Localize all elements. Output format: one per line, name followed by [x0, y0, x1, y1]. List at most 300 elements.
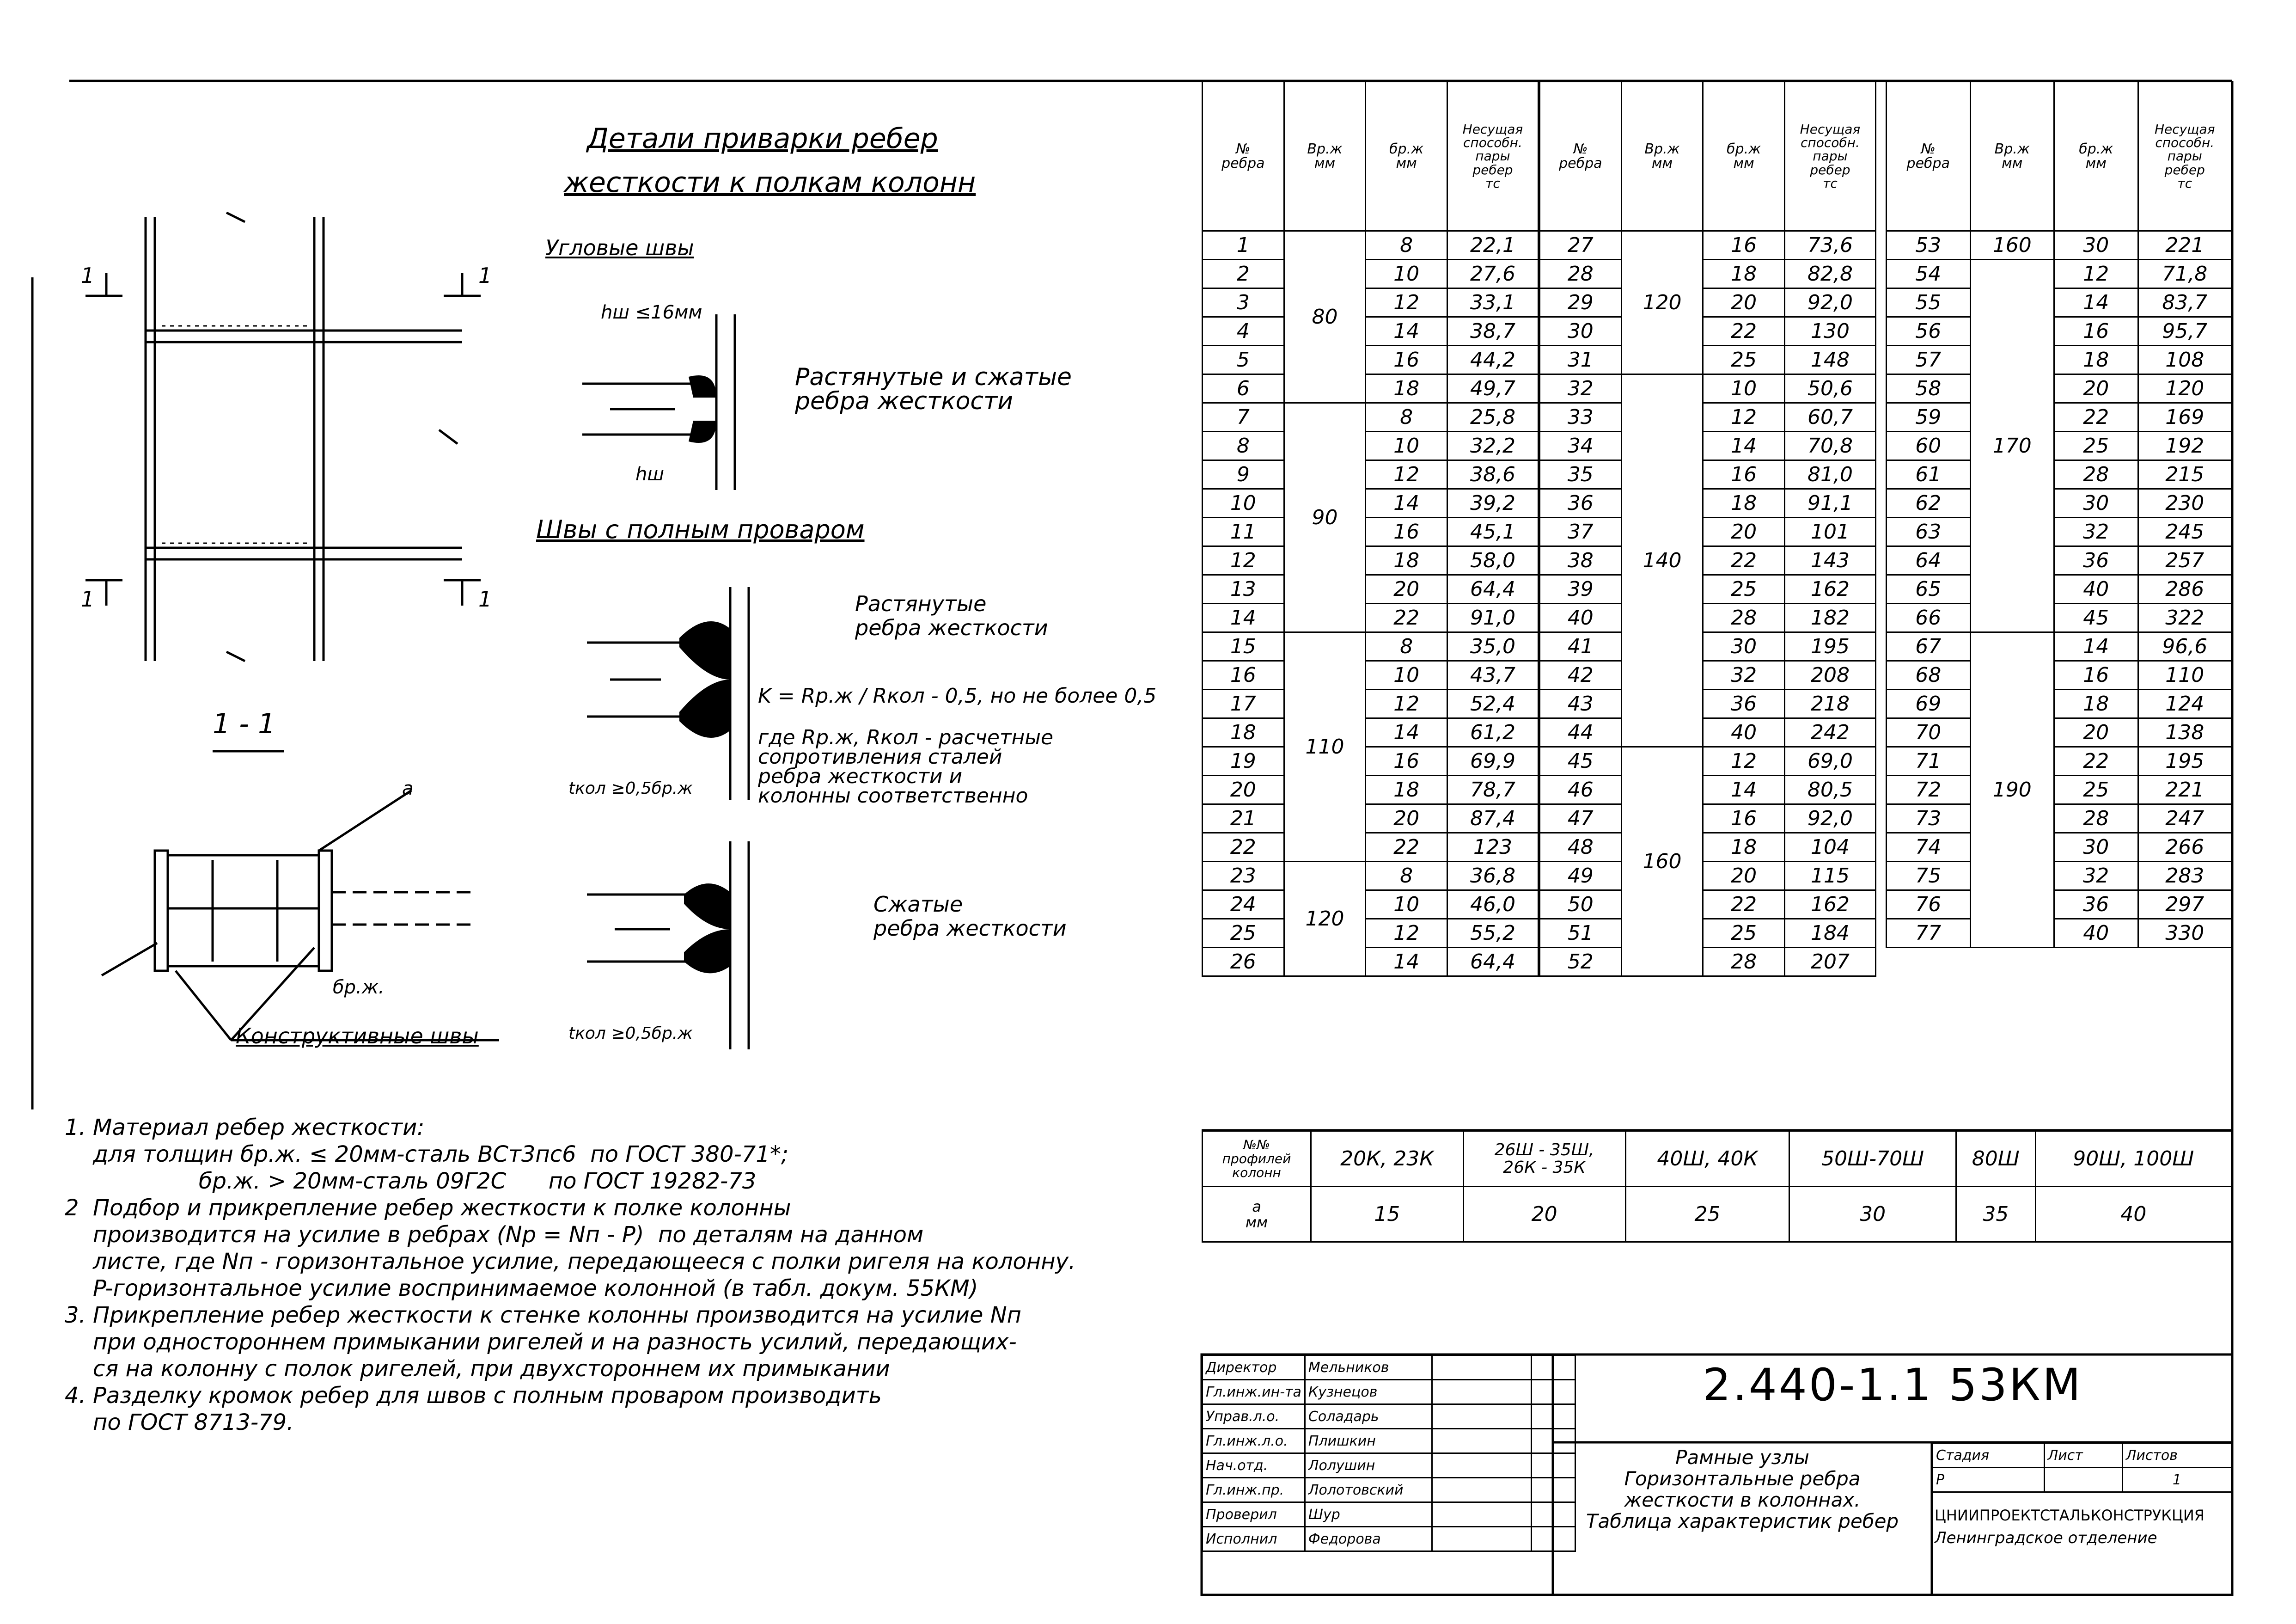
- rib-width: 190: [1970, 632, 2054, 948]
- rib-capacity: 44,2: [1447, 346, 1538, 374]
- rib-capacity: 22,1: [1447, 231, 1538, 260]
- rib-number: 64: [1887, 546, 1971, 575]
- rib-number: 46: [1540, 776, 1622, 804]
- table-row: [1540, 518, 1876, 546]
- table-row: [1887, 632, 2232, 661]
- rib-number: 32: [1540, 374, 1622, 403]
- table-row: [1887, 288, 2232, 317]
- person-name: Плишкин: [1305, 1429, 1432, 1453]
- rib-number: 34: [1540, 432, 1622, 460]
- role: Исполнил: [1203, 1527, 1305, 1551]
- table-row: [1203, 317, 1539, 346]
- table-row: [1887, 460, 2232, 489]
- note-1: 1. Материал ребер жесткости: для толщин бр.ж. ≤ 20мм-сталь ВСт3пс6 по ГОСТ 380-71*; бр.ж. > 20мм-сталь 09Г2С по ГОСТ 19282-73: [65, 1115, 789, 1194]
- table-row: [1887, 231, 2232, 260]
- section-1-1-drawing: [102, 751, 499, 1040]
- rib-number: 40: [1540, 604, 1622, 632]
- rib-thickness: 20: [1703, 518, 1785, 546]
- table-row: [1540, 690, 1876, 718]
- rib-capacity: 96,6: [2138, 632, 2232, 661]
- table-row: [1540, 317, 1876, 346]
- rib-number: 73: [1887, 804, 1971, 833]
- rib-capacity: 245: [2138, 518, 2232, 546]
- table-row: [1887, 690, 2232, 718]
- rib-capacity: 80,5: [1784, 776, 1875, 804]
- rib-number: 21: [1203, 804, 1284, 833]
- rib-number: 35: [1540, 460, 1622, 489]
- rib-number: 11: [1203, 518, 1284, 546]
- rib-capacity: 69,0: [1784, 747, 1875, 776]
- rib-number: 41: [1540, 632, 1622, 661]
- rib-number: 42: [1540, 661, 1622, 690]
- table-row: [1203, 374, 1539, 403]
- table-row: [1203, 948, 1539, 976]
- rib-number: 19: [1203, 747, 1284, 776]
- table-row: [1203, 518, 1539, 546]
- signature: [1432, 1429, 1531, 1453]
- note-2: 2 Подбор и прикрепление ребер жесткости к полке колонны производится на усилие в ребрах (Nр = Nп - P) по деталям на данном листе, где Nп - горизонтальное усилие, передающееся с полки ригеля на колонну. P-горизонтальное усилие воспринимаемое колонной (в табл. докум. 55КМ): [65, 1195, 1076, 1301]
- rib-thickness: 12: [1366, 919, 1447, 948]
- rib-thickness: 10: [1366, 432, 1447, 460]
- table-row: [1203, 862, 1539, 890]
- table-row: [1203, 690, 1539, 718]
- column-elevation: [85, 213, 481, 661]
- table-row: [1540, 546, 1876, 575]
- rib-capacity: 33,1: [1447, 288, 1538, 317]
- table-row: [1887, 604, 2232, 632]
- rib-thickness: 22: [1703, 890, 1785, 919]
- rib-capacity: 81,0: [1784, 460, 1875, 489]
- rib-thickness: 22: [1703, 546, 1785, 575]
- rib-thickness: 12: [1366, 460, 1447, 489]
- a-value: 35: [1956, 1187, 2035, 1242]
- rib-thickness: 25: [2054, 432, 2138, 460]
- rib-capacity: 230: [2138, 489, 2232, 518]
- rib-number: 38: [1540, 546, 1622, 575]
- compression-label: Сжатые ребра жесткости: [873, 892, 1067, 941]
- rib-thickness: 25: [1703, 919, 1785, 948]
- a-label: a: [402, 778, 414, 799]
- rib-number: 3: [1203, 288, 1284, 317]
- rib-table-1: [1202, 81, 1539, 977]
- signature-row: [1203, 1355, 1575, 1380]
- table-row: [1887, 260, 2232, 288]
- rib-number: 47: [1540, 804, 1622, 833]
- profile-cell: 40Ш, 40К: [1625, 1131, 1789, 1187]
- rib-number: 52: [1540, 948, 1622, 976]
- sheet-label: Лист: [2044, 1443, 2122, 1468]
- rib-capacity: 207: [1784, 948, 1875, 976]
- table-row: [1203, 403, 1539, 432]
- rib-thickness: 12: [1366, 288, 1447, 317]
- rib-number: 39: [1540, 575, 1622, 604]
- signature-row: [1203, 1429, 1575, 1453]
- signature: [1432, 1527, 1531, 1551]
- col-header-no: № ребра: [1540, 82, 1622, 231]
- rib-capacity: 247: [2138, 804, 2232, 833]
- rib-capacity: 64,4: [1447, 948, 1538, 976]
- signature-row: [1203, 1380, 1575, 1404]
- rib-width: 120: [1284, 862, 1366, 976]
- rib-capacity: 297: [2138, 890, 2232, 919]
- rib-capacity: 184: [1784, 919, 1875, 948]
- stage-label: Стадия: [1933, 1443, 2045, 1468]
- rib-number: 15: [1203, 632, 1284, 661]
- rib-number: 59: [1887, 403, 1971, 432]
- rib-thickness: 22: [1366, 604, 1447, 632]
- rib-thickness: 16: [2054, 661, 2138, 690]
- rib-capacity: 60,7: [1784, 403, 1875, 432]
- rib-capacity: 69,9: [1447, 747, 1538, 776]
- rib-number: 51: [1540, 919, 1622, 948]
- rib-number: 76: [1887, 890, 1971, 919]
- rib-number: 58: [1887, 374, 1971, 403]
- person-name: Соладарь: [1305, 1404, 1432, 1429]
- role: Директор: [1203, 1355, 1305, 1380]
- rib-width: 110: [1284, 632, 1366, 862]
- rib-capacity: 58,0: [1447, 546, 1538, 575]
- structural-welds-label: Конструктивные швы: [236, 1023, 479, 1048]
- rib-thickness: 28: [1703, 948, 1785, 976]
- rib-number: 43: [1540, 690, 1622, 718]
- rib-thickness: 32: [2054, 518, 2138, 546]
- rib-thickness: 10: [1366, 890, 1447, 919]
- table-row: [1540, 833, 1876, 862]
- rib-thickness: 12: [2054, 260, 2138, 288]
- note-3: 3. Прикрепление ребер жесткости к стенке колонны производится на усилие Nп при одностороннем примыкании ригелей и на разность усилий, передающих- ся на колонну с полок ригелей, при двухстороннем их примыкании: [65, 1302, 1021, 1382]
- tension-label: Растянутые ребра жесткости: [855, 591, 1048, 640]
- org-department: Ленинградское отделение: [1935, 1529, 2157, 1547]
- rib-thickness: 18: [2054, 690, 2138, 718]
- rib-capacity: 266: [2138, 833, 2232, 862]
- rib-capacity: 101: [1784, 518, 1875, 546]
- a-row-header: a мм: [1203, 1187, 1311, 1242]
- rib-capacity: 82,8: [1784, 260, 1875, 288]
- rib-number: 63: [1887, 518, 1971, 546]
- rib-thickness: 36: [2054, 890, 2138, 919]
- table-row: [1887, 919, 2232, 948]
- signature: [1432, 1380, 1531, 1404]
- rib-thickness: 8: [1366, 862, 1447, 890]
- rib-thickness: 18: [1366, 776, 1447, 804]
- rib-capacity: 221: [2138, 776, 2232, 804]
- rib-thickness: 30: [1703, 632, 1785, 661]
- table-row: [1203, 432, 1539, 460]
- rib-number: 70: [1887, 718, 1971, 747]
- rib-number: 9: [1203, 460, 1284, 489]
- cut-mark-tr: 1: [478, 263, 492, 288]
- rib-capacity: 162: [1784, 890, 1875, 919]
- table-row: [1203, 919, 1539, 948]
- cut-mark-br: 1: [478, 587, 492, 612]
- where-note: где Rр.ж, Rкол - расчетные сопротивления сталей ребра жесткости и колонны соответственно: [758, 726, 1054, 808]
- rib-thickness: 16: [1703, 231, 1785, 260]
- signature-row: [1203, 1502, 1575, 1527]
- rib-thickness: 28: [2054, 804, 2138, 833]
- rib-thickness: 20: [2054, 718, 2138, 747]
- rib-number: 36: [1540, 489, 1622, 518]
- document-code: 2.440-1.1 53КМ: [1703, 1359, 2082, 1411]
- person-name: Лолотовский: [1305, 1478, 1432, 1502]
- rib-number: 4: [1203, 317, 1284, 346]
- table-row: [1540, 890, 1876, 919]
- table-row: [1540, 632, 1876, 661]
- rib-capacity: 195: [1784, 632, 1875, 661]
- rib-thickness: 16: [1366, 346, 1447, 374]
- rib-capacity: 138: [2138, 718, 2232, 747]
- rib-width: 80: [1284, 231, 1366, 403]
- rib-number: 45: [1540, 747, 1622, 776]
- rib-number: 12: [1203, 546, 1284, 575]
- a-value: 15: [1311, 1187, 1464, 1242]
- rib-thickness: 40: [2054, 919, 2138, 948]
- table-row: [1887, 890, 2232, 919]
- rib-capacity: 162: [1784, 575, 1875, 604]
- rib-number: 57: [1887, 346, 1971, 374]
- rib-number: 24: [1203, 890, 1284, 919]
- rib-capacity: 143: [1784, 546, 1875, 575]
- rib-thickness: 16: [1366, 747, 1447, 776]
- rib-thickness: 14: [2054, 632, 2138, 661]
- rib-thickness: 18: [1703, 489, 1785, 518]
- tcol-label-1: tкол ≥0,5бр.ж: [568, 779, 693, 798]
- rib-capacity: 182: [1784, 604, 1875, 632]
- table-row: [1887, 747, 2232, 776]
- rib-number: 44: [1540, 718, 1622, 747]
- rib-number: 49: [1540, 862, 1622, 890]
- rib-number: 25: [1203, 919, 1284, 948]
- rib-number: 61: [1887, 460, 1971, 489]
- rib-number: 1: [1203, 231, 1284, 260]
- rib-capacity: 39,2: [1447, 489, 1538, 518]
- table-row: [1540, 862, 1876, 890]
- table-row: [1887, 833, 2232, 862]
- rib-thickness: 18: [1703, 260, 1785, 288]
- person-name: Федорова: [1305, 1527, 1432, 1551]
- rib-width: 120: [1621, 231, 1703, 374]
- rib-thickness: 12: [1703, 403, 1785, 432]
- rib-thickness: 8: [1366, 403, 1447, 432]
- profile-cell: 80Ш: [1956, 1131, 2035, 1187]
- signatures-table: [1202, 1354, 1576, 1552]
- rib-capacity: 108: [2138, 346, 2232, 374]
- section-label: 1 - 1: [213, 708, 276, 740]
- rib-number: 69: [1887, 690, 1971, 718]
- table-row: [1203, 833, 1539, 862]
- profile-row-header: №№ профилей колонн: [1203, 1131, 1311, 1187]
- stage-value: Р: [1933, 1468, 2045, 1492]
- rib-thickness: 36: [2054, 546, 2138, 575]
- signature: [1432, 1453, 1531, 1478]
- rib-thickness: 20: [1703, 288, 1785, 317]
- rib-number: 50: [1540, 890, 1622, 919]
- rib-thickness: 22: [1366, 833, 1447, 862]
- col-header-capacity: Несущая способн. пары ребер тс: [1447, 82, 1538, 231]
- table-row: [1540, 489, 1876, 518]
- table-row: [1887, 546, 2232, 575]
- rib-number: 17: [1203, 690, 1284, 718]
- table-row: [1887, 403, 2232, 432]
- rib-thickness: 40: [2054, 575, 2138, 604]
- rib-capacity: 215: [2138, 460, 2232, 489]
- rib-thickness: 22: [2054, 403, 2138, 432]
- col-header-t: бр.ж мм: [1366, 82, 1447, 231]
- sheet-title: Рамные узлы Горизонтальные ребра жесткости в колоннах. Таблица характеристик ребер: [1586, 1446, 1899, 1532]
- rib-capacity: 71,8: [2138, 260, 2232, 288]
- table-row: [1540, 374, 1876, 403]
- signature: [1432, 1404, 1531, 1429]
- rib-number: 66: [1887, 604, 1971, 632]
- rib-number: 75: [1887, 862, 1971, 890]
- col-header-t: бр.ж мм: [2054, 82, 2138, 231]
- rib-capacity: 91,1: [1784, 489, 1875, 518]
- table-row: [1203, 346, 1539, 374]
- col-header-no: № ребра: [1887, 82, 1971, 231]
- rib-capacity: 242: [1784, 718, 1875, 747]
- table-row: [1540, 288, 1876, 317]
- rib-capacity: 27,6: [1447, 260, 1538, 288]
- rib-capacity: 110: [2138, 661, 2232, 690]
- table-row: [1540, 231, 1876, 260]
- col-header-b: Bр.ж мм: [1970, 82, 2054, 231]
- br-zh-label: бр.ж.: [333, 977, 385, 998]
- rib-thickness: 14: [1366, 718, 1447, 747]
- table-row: [1540, 919, 1876, 948]
- col-header-t: бр.ж мм: [1703, 82, 1785, 231]
- rib-capacity: 38,6: [1447, 460, 1538, 489]
- rib-capacity: 92,0: [1784, 804, 1875, 833]
- rib-capacity: 70,8: [1784, 432, 1875, 460]
- rib-capacity: 64,4: [1447, 575, 1538, 604]
- rib-capacity: 36,8: [1447, 862, 1538, 890]
- rib-number: 14: [1203, 604, 1284, 632]
- rib-thickness: 12: [1366, 690, 1447, 718]
- person-name: Кузнецов: [1305, 1380, 1432, 1404]
- rib-thickness: 16: [2054, 317, 2138, 346]
- table-row: [1887, 432, 2232, 460]
- rib-capacity: 32,2: [1447, 432, 1538, 460]
- table-row: [1203, 288, 1539, 317]
- rib-number: 28: [1540, 260, 1622, 288]
- table-row: [1203, 718, 1539, 747]
- a-value: 25: [1625, 1187, 1789, 1242]
- rib-number: 74: [1887, 833, 1971, 862]
- table-row: [1203, 546, 1539, 575]
- rib-capacity: 78,7: [1447, 776, 1538, 804]
- signature-row: [1203, 1404, 1575, 1429]
- profile-cell: 20К, 23К: [1311, 1131, 1464, 1187]
- col-header-capacity: Несущая способн. пары ребер тс: [1784, 82, 1875, 231]
- table-row: [1887, 518, 2232, 546]
- rib-thickness: 30: [2054, 231, 2138, 260]
- rib-capacity: 87,4: [1447, 804, 1538, 833]
- rib-capacity: 43,7: [1447, 661, 1538, 690]
- rib-thickness: 12: [1703, 747, 1785, 776]
- signature: [1432, 1502, 1531, 1527]
- table-row: [1203, 231, 1539, 260]
- rib-number: 56: [1887, 317, 1971, 346]
- rib-thickness: 16: [1703, 460, 1785, 489]
- rib-thickness: 25: [2054, 776, 2138, 804]
- rib-capacity: 35,0: [1447, 632, 1538, 661]
- rib-capacity: 195: [2138, 747, 2232, 776]
- table-row: [1540, 346, 1876, 374]
- rib-capacity: 283: [2138, 862, 2232, 890]
- rib-thickness: 8: [1366, 231, 1447, 260]
- rib-thickness: 14: [1703, 432, 1785, 460]
- org-name: ЦНИИПРОЕКТСТАЛЬКОНСТРУКЦИЯ: [1935, 1507, 2204, 1524]
- rib-capacity: 130: [1784, 317, 1875, 346]
- rib-capacity: 169: [2138, 403, 2232, 432]
- rib-capacity: 91,0: [1447, 604, 1538, 632]
- profile-cell: 26Ш - 35Ш, 26К - 35К: [1463, 1131, 1625, 1187]
- rib-number: 16: [1203, 661, 1284, 690]
- rib-width: 160: [1621, 747, 1703, 976]
- rib-capacity: 73,6: [1784, 231, 1875, 260]
- signature: [1432, 1478, 1531, 1502]
- rib-width: 140: [1621, 374, 1703, 747]
- rib-thickness: 10: [1703, 374, 1785, 403]
- person-name: Лолушин: [1305, 1453, 1432, 1478]
- table-row: [1540, 661, 1876, 690]
- rib-number: 29: [1540, 288, 1622, 317]
- rib-number: 33: [1540, 403, 1622, 432]
- weld-hatch: [162, 326, 310, 543]
- table-row: [1540, 604, 1876, 632]
- col-header-no: № ребра: [1203, 82, 1284, 231]
- rib-capacity: 120: [2138, 374, 2232, 403]
- sheets-value: 1: [2122, 1468, 2231, 1492]
- table-row: [1540, 747, 1876, 776]
- rib-number: 68: [1887, 661, 1971, 690]
- rib-capacity: 104: [1784, 833, 1875, 862]
- rib-thickness: 16: [1366, 518, 1447, 546]
- table-row: [1540, 718, 1876, 747]
- rib-capacity: 61,2: [1447, 718, 1538, 747]
- table-row: [1887, 776, 2232, 804]
- full-penetration-heading: Швы с полным проваром: [536, 515, 865, 544]
- rib-thickness: 14: [1703, 776, 1785, 804]
- table-row: [1203, 489, 1539, 518]
- a-value: 30: [1789, 1187, 1956, 1242]
- rib-thickness: 18: [1703, 833, 1785, 862]
- drawing-title-line1: Детали приварки ребер: [587, 123, 938, 155]
- rib-thickness: 25: [1703, 575, 1785, 604]
- k-formula: K = Rр.ж / Rкол - 0,5, но не более 0,5: [758, 684, 1157, 708]
- rib-number: 48: [1540, 833, 1622, 862]
- notes: [65, 1114, 1197, 1436]
- rib-width: 170: [1970, 260, 2054, 632]
- role: Нач.отд.: [1203, 1453, 1305, 1478]
- rib-number: 26: [1203, 948, 1284, 976]
- rib-thickness: 14: [1366, 489, 1447, 518]
- rib-thickness: 32: [1703, 661, 1785, 690]
- rib-thickness: 8: [1366, 632, 1447, 661]
- rib-capacity: 148: [1784, 346, 1875, 374]
- rib-thickness: 36: [1703, 690, 1785, 718]
- rib-number: 5: [1203, 346, 1284, 374]
- stage-block: [1932, 1442, 2232, 1547]
- rib-number: 7: [1203, 403, 1284, 432]
- rib-thickness: 20: [1366, 575, 1447, 604]
- rib-number: 27: [1540, 231, 1622, 260]
- table-row: [1203, 632, 1539, 661]
- person-name: Шур: [1305, 1502, 1432, 1527]
- rib-thickness: 28: [1703, 604, 1785, 632]
- rib-number: 71: [1887, 747, 1971, 776]
- rib-width: 90: [1284, 403, 1366, 632]
- table-row: [1540, 776, 1876, 804]
